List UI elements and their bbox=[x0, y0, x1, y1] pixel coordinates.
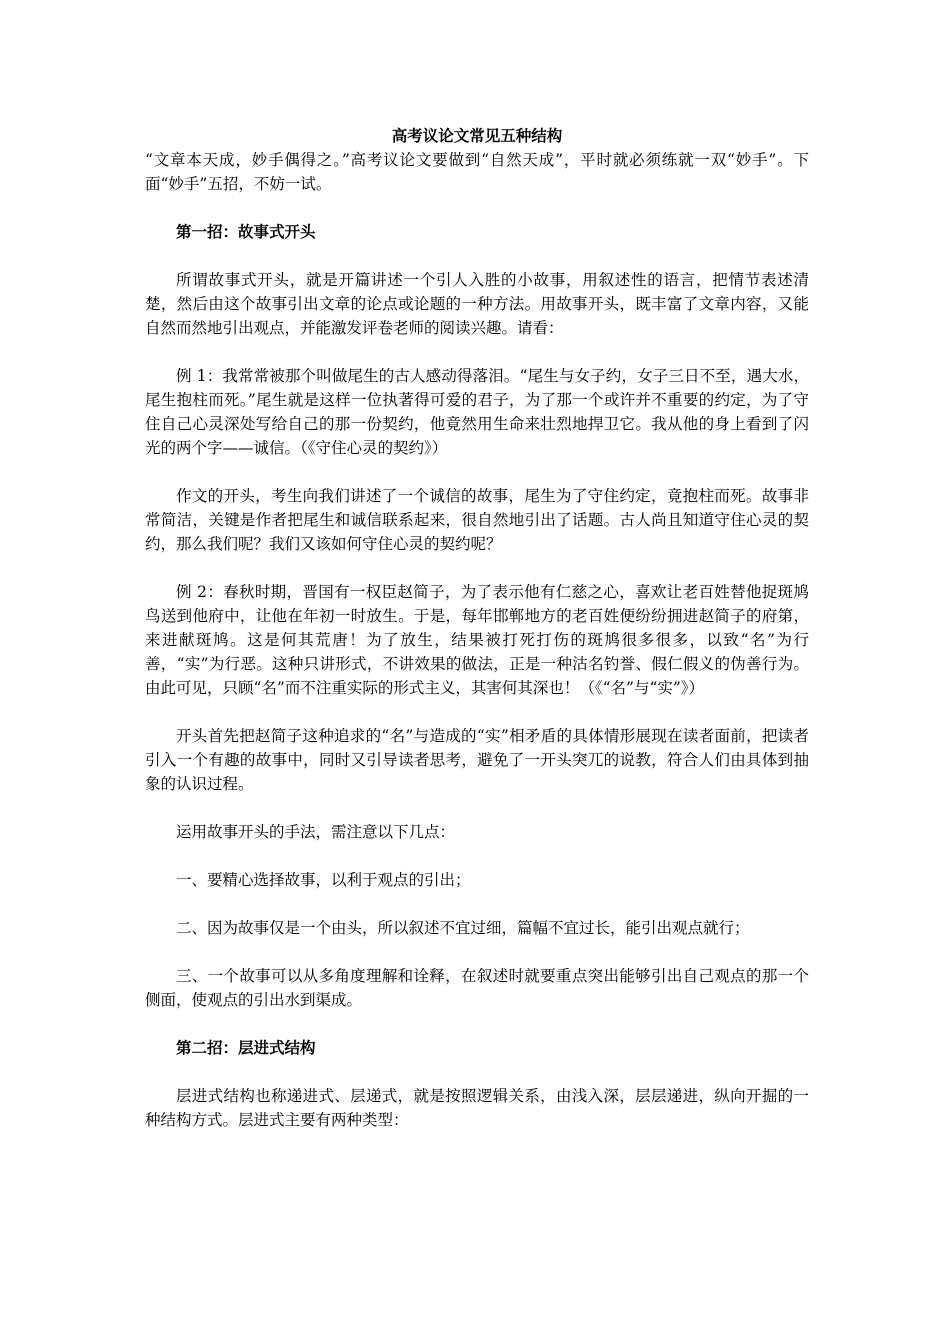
paragraph-example-2: 例 2：春秋时期，晋国有一权臣赵简子，为了表示他有仁慈之心，喜欢让老百姓替他捉斑鸠鸟送到他府中，让他在年初一时放生。于是，每年邯郸地方的老百姓便纷纷拥进赵简子的府第，来进献斑鸠。这是何其荒唐！为了放生，结果被打死打伤的斑鸠很多很多，以致“名”为行善，“实”为行恶。这种只讲形式，不讲效果的做法，正是一种沽名钓誉、假仁假义的伪善行为。由此可见，只顾“名”而不注重实际的形式主义，其害何其深也！（《“名”与“实”》） bbox=[145, 583, 809, 697]
paragraph-story-definition: 所谓故事式开头，就是开篇讲述一个引人入胜的小故事，用叙述性的语言，把情节表述清楚，然后由这个故事引出文章的论点或论题的一种方法。用故事开头，既丰富了文章内容，又能自然而然地引出观点，并能激发评卷老师的阅读兴趣。请看： bbox=[145, 271, 809, 337]
paragraph-example-1: 例 1：我常常被那个叫做尾生的古人感动得落泪。“尾生与女子约，女子三日不至，遇大水，尾生抱柱而死。”尾生就是这样一位执著得可爱的君子，为了那一个或许并不重要的约定，为了守住自己心灵深处写给自己的那一份契约，他竟然用生命来壮烈地捍卫它。我从他的身上看到了闪光的两个字——诚信。（《守住心灵的契约》） bbox=[145, 367, 809, 457]
document-body bbox=[145, 124, 809, 1132]
list-item-note-2: 二、因为故事仅是一个由头，所以叙述不宜过细，篇幅不宜过长，能引出观点就行； bbox=[176, 919, 750, 937]
list-item-note-3: 三、一个故事可以从多角度理解和诠释，在叙述时就要重点突出能够引出自己观点的那一个侧面，使观点的引出水到渠成。 bbox=[145, 967, 809, 1009]
paragraph-example-1-comment: 作文的开头，考生向我们讲述了一个诚信的故事，尾生为了守住约定，竟抱柱而死。故事非常简洁，关键是作者把尾生和诚信联系起来，很自然地引出了话题。古人尚且知道守住心灵的契约，那么我们呢？我们又该如何守住心灵的契约呢？ bbox=[145, 487, 809, 553]
section-heading-1: 第一招：故事式开头 bbox=[176, 222, 316, 241]
paragraph-progressive-definition: 层进式结构也称递进式、层递式，就是按照逻辑关系，由浅入深，层层递进，纵向开掘的一种结构方式。层进式主要有两种类型： bbox=[145, 1087, 809, 1129]
intro-paragraph: “文章本天成，妙手偶得之。”高考议论文要做到“自然天成”，平时就必须练就一双“妙手”。下面“妙手”五招，不妨一试。 bbox=[145, 151, 809, 193]
list-item-note-1: 一、要精心选择故事，以利于观点的引出； bbox=[176, 871, 471, 889]
paragraph-example-2-comment: 开头首先把赵简子这种追求的“名”与造成的“实”相矛盾的具体情形展现在读者面前，把读者引入一个有趣的故事中，同时又引导读者思考，避免了一开头突兀的说教，符合人们由具体到抽象的认识过程。 bbox=[145, 727, 809, 793]
section-heading-2: 第二招：层进式结构 bbox=[176, 1038, 316, 1057]
document-title: 高考议论文常见五种结构 bbox=[391, 126, 563, 145]
paragraph-notes-intro: 运用故事开头的手法，需注意以下几点： bbox=[176, 823, 456, 841]
